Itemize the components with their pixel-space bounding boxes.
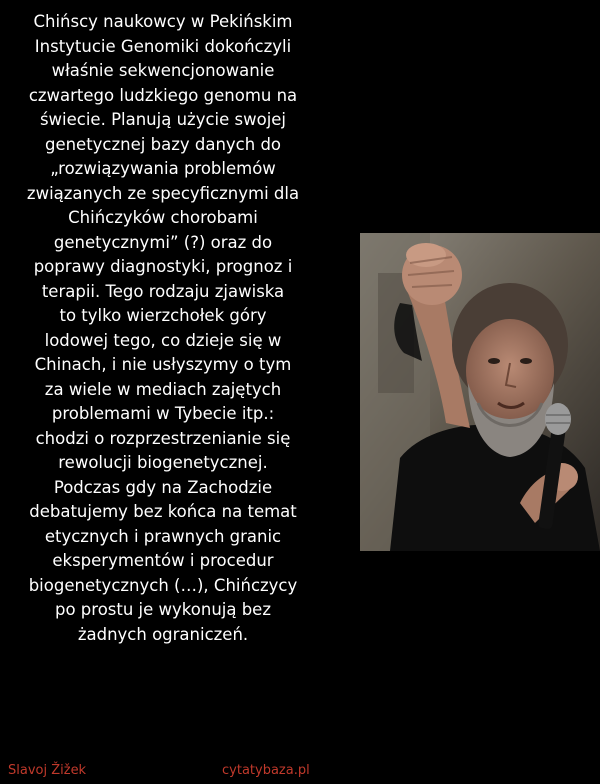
author-photo-illustration: [360, 233, 600, 551]
quote-line: Chińscy naukowcy w Pekińskim: [33, 12, 293, 31]
quote-line: eksperymentów i procedur: [52, 551, 274, 570]
quote-line: Chińczyków chorobami: [68, 208, 258, 227]
quote-line: etycznych i prawnych granic: [44, 526, 282, 546]
quote-line: czwartego ludzkiego genomu na: [28, 85, 298, 105]
quote-line: właśnie sekwencjonowanie: [51, 61, 275, 80]
quote-line: debatujemy bez końca na temat: [29, 502, 297, 521]
quote-line: problemami w Tybecie itp.:: [51, 404, 275, 423]
quote-line: po prostu je wykonują bez: [54, 600, 271, 619]
quote-line: świecie. Planują użycie swojej: [39, 110, 287, 129]
quote-line: „rozwiązywania problemów: [50, 159, 276, 178]
quote-line: Chinach, i nie usłyszymy o tym: [34, 355, 292, 374]
quote-line: Podczas gdy na Zachodzie: [53, 477, 273, 497]
quote-line: chodzi o rozprzestrzenianie się: [35, 428, 291, 448]
quote-text: [8, 10, 318, 647]
quote-line: to tylko wierzchołek góry: [59, 306, 267, 325]
quote-line: za wiele w mediach zajętych: [44, 379, 282, 399]
quote-line: rewolucji biogenetycznej.: [58, 453, 268, 472]
quote-line: biogenetycznych (…), Chińczycy: [28, 575, 298, 595]
quote-line: poprawy diagnostyki, prognoz i: [33, 257, 293, 276]
site-link[interactable]: cytatybaza.pl: [222, 763, 310, 778]
quote-line: lodowej tego, co dzieje się w: [44, 330, 282, 350]
quote-line: żadnych ograniczeń.: [77, 624, 249, 644]
quote-line: Instytucie Genomiki dokończyli: [34, 36, 292, 56]
quote-line: genetycznymi” (?) oraz do: [53, 232, 273, 252]
quote-line: terapii. Tego rodzaju zjawiska: [41, 281, 285, 301]
quote-line: genetycznej bazy danych do: [44, 134, 282, 154]
author-photo: [360, 233, 600, 551]
quote-line: związanych ze specyficznymi dla: [26, 183, 300, 203]
author-link[interactable]: Slavoj Žižek: [8, 763, 87, 778]
